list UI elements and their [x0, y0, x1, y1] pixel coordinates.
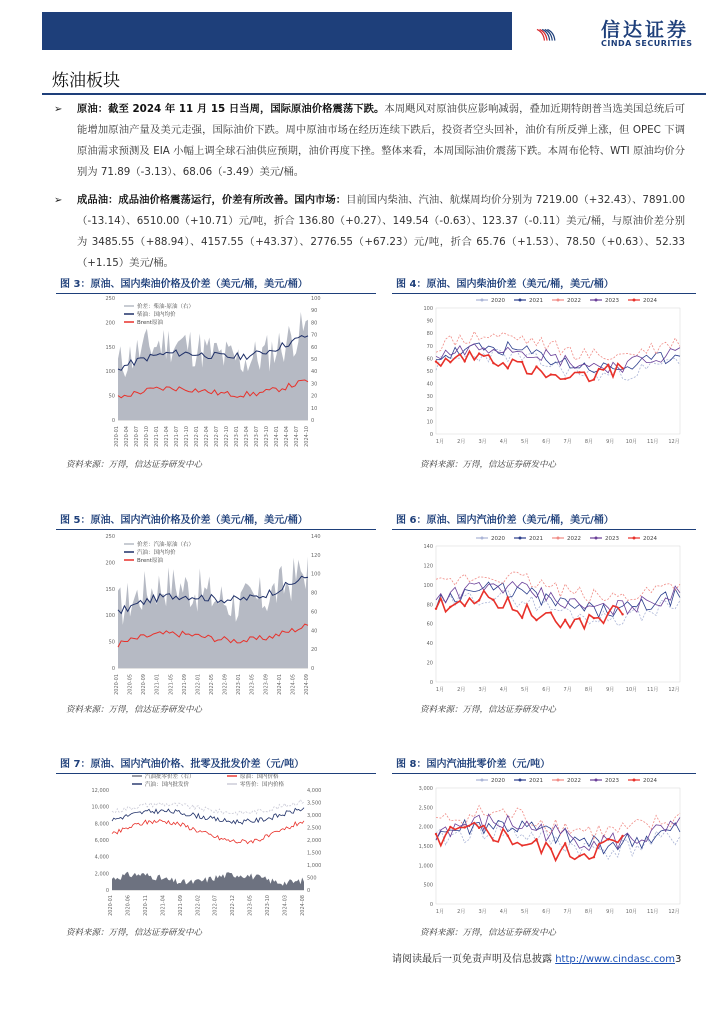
- y-left-tick: 6,000: [94, 838, 109, 844]
- fig7-header: [56, 755, 376, 771]
- season-marker: [607, 612, 609, 614]
- crude-line: [112, 820, 304, 844]
- x-tick: 2020-10: [144, 426, 150, 447]
- x-tick: 1月: [435, 687, 445, 693]
- season-marker: [607, 364, 609, 366]
- legend-marker: [633, 779, 636, 782]
- x-tick: 2020-01: [114, 426, 120, 447]
- fig4-source: 资料来源：万得，信达证券研发中心: [420, 460, 557, 470]
- legend-label: 2020: [491, 778, 505, 784]
- fig5-header: [56, 511, 376, 527]
- season-line-2020: [436, 350, 680, 381]
- y-right-tick: 10: [311, 405, 318, 412]
- x-tick: 2021-09: [181, 674, 188, 695]
- legend-marker: [633, 537, 636, 540]
- legend-marker: [519, 537, 522, 540]
- x-tick: 1月: [435, 909, 445, 915]
- x-tick: 2023-10: [265, 895, 272, 916]
- y-tick: 90: [426, 318, 433, 325]
- season-marker: [521, 844, 523, 846]
- y-tick: 60: [426, 621, 433, 628]
- season-marker: [564, 619, 566, 621]
- x-tick: 2024-03: [282, 895, 289, 916]
- legend-label: 汽油：国内均价: [137, 550, 176, 556]
- legend-label: 2021: [529, 536, 543, 542]
- footer: [392, 950, 681, 965]
- x-tick: 2022-04: [204, 426, 210, 447]
- x-tick: 2021-10: [184, 426, 190, 447]
- season-marker: [607, 838, 609, 840]
- x-tick: 2023-01: [234, 426, 240, 447]
- fig3-header: [56, 275, 376, 291]
- y-right-tick: 60: [311, 609, 318, 616]
- x-tick: 3月: [478, 439, 487, 445]
- y-tick: 2,000: [418, 824, 433, 831]
- legend-label: 2021: [529, 778, 543, 784]
- x-tick: 10月: [625, 909, 638, 915]
- y-right-tick: 20: [311, 647, 318, 654]
- fig4-title: 图 4：原油、国内柴油价差（美元/桶，美元/桶）: [396, 279, 614, 290]
- legend-label: 2023: [605, 778, 619, 784]
- season-marker: [593, 856, 595, 858]
- legend-label: 原油：国内价格: [240, 774, 279, 780]
- fig5-source: 资料来源：万得，信达证券研发中心: [66, 705, 203, 715]
- y-left-tick: 250: [105, 296, 115, 302]
- x-tick: 2024-04: [284, 426, 290, 447]
- legend-label: 2023: [605, 536, 619, 542]
- x-tick: 2020-04: [124, 426, 130, 447]
- cinda-logo-icon: [534, 14, 598, 56]
- y-right-tick: 3,500: [307, 800, 322, 807]
- x-tick: 2022-01: [194, 426, 200, 447]
- logo-cn: 信达证券: [601, 19, 690, 41]
- x-tick: 2022-05: [209, 674, 215, 695]
- legend-label: 柴油：国内均价: [137, 312, 176, 318]
- y-right-tick: 1,500: [307, 850, 322, 857]
- x-tick: 7月: [563, 909, 572, 915]
- logo-en: CINDA SECURITIES: [601, 39, 693, 48]
- y-tick: 20: [426, 406, 433, 413]
- x-tick: 5月: [520, 439, 530, 445]
- x-tick: 2021-01: [154, 674, 161, 695]
- x-tick: 12月: [668, 439, 680, 445]
- spread-area: [112, 872, 304, 890]
- legend-marker: [481, 779, 484, 782]
- y-tick: 80: [426, 602, 433, 609]
- fig4-chart: [418, 292, 688, 452]
- x-tick: 2024-05: [290, 674, 297, 695]
- legend-label: 2021: [529, 298, 543, 304]
- x-tick: 2024-10: [304, 426, 310, 447]
- x-tick: 2022-10: [224, 426, 230, 447]
- section-title: 炼油板块: [52, 71, 120, 91]
- y-right-tick: 50: [311, 357, 318, 363]
- y-left-tick: 150: [105, 344, 115, 351]
- x-tick: 6月: [542, 909, 551, 915]
- x-tick: 2022-09: [222, 674, 229, 695]
- crude-body: 本周飓风对原油供应影响减弱，叠加近期特朗普当选美国总统后可能增加原油产量及美元走强，国际油价下跌。周中原油市场在经历连续下跌后，投资者空头回补，油价有所反弹上涨，但 OPEC 下调原油需求预测及 EIA 小幅上调全球石油供应预期，油价再度下挫。整体来看，本周国际油价震荡下跌。本周布伦特、WTI 原油均价分别为 71.89（-3.13）、68.06（-3.49）美元/桶。: [77, 103, 685, 178]
- season-marker: [478, 352, 480, 354]
- x-tick: 7月: [563, 439, 572, 445]
- products-paragraph: [77, 190, 685, 274]
- x-tick: 9月: [606, 909, 615, 915]
- fig3-chart: [100, 292, 330, 452]
- season-line-2021: [436, 820, 680, 854]
- legend-marker: [557, 537, 560, 540]
- legend-marker: [519, 299, 522, 302]
- y-tick: 60: [426, 356, 433, 363]
- y-right-tick: 2,000: [307, 838, 322, 844]
- y-tick: 80: [426, 331, 433, 338]
- x-tick: 2020-07: [134, 426, 140, 447]
- fig7-chart: [90, 772, 330, 922]
- y-tick: 120: [423, 563, 433, 570]
- fig7-source: 资料来源：万得，信达证券研发中心: [66, 928, 203, 938]
- x-tick: 3月: [478, 909, 487, 915]
- season-marker: [478, 599, 480, 601]
- season-marker: [492, 362, 494, 364]
- y-left-tick: 2,000: [94, 871, 109, 878]
- season-marker: [449, 606, 451, 608]
- x-tick: 2024-01: [276, 674, 283, 695]
- season-marker: [535, 838, 537, 840]
- season-marker: [550, 611, 552, 613]
- legend-label: 2022: [567, 536, 581, 542]
- y-left-tick: 150: [105, 586, 115, 593]
- fig6-title: 图 6：原油、国内汽油价差（美元/桶，美元/桶）: [396, 515, 614, 526]
- fig8-title: 图 8：国内汽油批零价差（元/吨）: [396, 759, 551, 770]
- season-marker: [464, 605, 466, 607]
- crude-lead: 原油：截至 2024 年 11 月 15 日当周，国际原油价格震荡下跌。: [77, 103, 385, 115]
- footer-disclaimer: 请阅读最后一页免责声明及信息披露: [392, 954, 552, 965]
- season-marker: [449, 826, 451, 828]
- season-marker: [564, 378, 566, 380]
- y-left-tick: 50: [108, 393, 115, 400]
- legend-label: 汽油批零价差（右）: [145, 774, 195, 780]
- season-marker: [435, 608, 437, 610]
- y-right-tick: 140: [311, 534, 321, 540]
- spread-area: [118, 312, 308, 420]
- header-banner: [42, 12, 512, 50]
- y-tick: 140: [423, 544, 433, 550]
- season-marker: [621, 367, 623, 369]
- season-marker: [550, 373, 552, 375]
- x-tick: 2020-05: [127, 674, 134, 695]
- y-tick: 30: [426, 394, 433, 401]
- x-tick: 11月: [647, 439, 659, 445]
- x-tick: 2022-07: [214, 426, 220, 447]
- legend-label: 价差：柴油-原油（右）: [137, 304, 194, 310]
- season-line-2020: [436, 590, 680, 625]
- season-marker: [521, 361, 523, 363]
- season-marker: [578, 855, 580, 857]
- y-right-tick: 80: [311, 590, 318, 597]
- y-right-tick: 0: [307, 888, 311, 894]
- y-tick: 1,000: [418, 863, 433, 870]
- crude-paragraph: [77, 99, 685, 183]
- season-marker: [621, 835, 623, 837]
- legend-marker: [519, 779, 522, 782]
- x-tick: 1月: [435, 439, 445, 445]
- legend-label: Brent原油: [137, 320, 163, 326]
- wholesale-line: [112, 808, 304, 824]
- x-tick: 2023-05: [247, 895, 254, 916]
- y-right-tick: 30: [311, 381, 318, 388]
- spread-area: [118, 557, 308, 668]
- legend-label: Brent原油: [137, 558, 163, 564]
- y-tick: 3,000: [418, 786, 433, 792]
- x-tick: 11月: [647, 909, 659, 915]
- season-marker: [464, 826, 466, 828]
- x-tick: 4月: [499, 439, 508, 445]
- x-tick: 2023-09: [263, 674, 270, 695]
- season-marker: [550, 847, 552, 849]
- x-tick: 4月: [499, 687, 508, 693]
- y-left-tick: 50: [108, 639, 115, 646]
- y-right-tick: 1,000: [307, 863, 322, 869]
- plot-frame: [436, 788, 680, 904]
- y-right-tick: 2,500: [307, 825, 322, 832]
- fig4-header: [392, 275, 696, 291]
- x-tick: 2022-02: [195, 895, 202, 916]
- y-right-tick: 20: [311, 393, 318, 400]
- footer-link[interactable]: http://www.cindasc.com: [555, 954, 675, 965]
- fig3-title: 图 3：原油、国内柴油价格及价差（美元/桶，美元/桶）: [60, 279, 308, 290]
- y-right-tick: 500: [307, 875, 317, 882]
- y-tick: 70: [426, 343, 433, 350]
- y-right-tick: 120: [311, 552, 321, 559]
- y-right-tick: 100: [311, 571, 321, 578]
- y-tick: 0: [429, 432, 433, 438]
- x-tick: 4月: [499, 909, 508, 915]
- page-number: 3: [674, 954, 682, 965]
- y-tick: 40: [426, 381, 433, 388]
- legend-marker: [481, 299, 484, 302]
- y-left-tick: 12,000: [91, 788, 109, 794]
- fig8-header: [392, 755, 696, 771]
- legend-label: 零售价：国内价格: [240, 782, 285, 788]
- fig7-title: 图 7：原油、国内汽油价格、批零及批发价差（元/吨）: [60, 759, 305, 770]
- y-tick: 40: [426, 641, 433, 648]
- x-tick: 2024-07: [294, 426, 300, 447]
- season-marker: [435, 833, 437, 835]
- season-line-2024: [436, 351, 623, 381]
- x-tick: 2月: [457, 439, 466, 445]
- fig3-source: 资料来源：万得，信达证券研发中心: [66, 460, 203, 470]
- legend-label: 汽油：国内批发价: [145, 782, 190, 788]
- plot-frame: [436, 546, 680, 682]
- x-tick: 2020-06: [125, 895, 132, 916]
- x-tick: 2022-12: [230, 895, 237, 916]
- fig5-chart: [100, 530, 330, 700]
- season-line-2022: [436, 806, 680, 840]
- legend-label: 2024: [643, 778, 657, 784]
- season-marker: [593, 617, 595, 619]
- legend-label: 2022: [567, 778, 581, 784]
- y-tick: 50: [426, 369, 433, 375]
- y-right-tick: 0: [311, 666, 315, 672]
- y-right-tick: 4,000: [307, 788, 322, 794]
- season-marker: [478, 827, 480, 829]
- x-tick: 2021-04: [164, 426, 170, 447]
- season-marker: [449, 361, 451, 363]
- y-right-tick: 100: [311, 296, 321, 302]
- x-tick: 2024-08: [300, 895, 306, 916]
- x-tick: 2023-07: [254, 426, 260, 447]
- legend-marker: [481, 537, 484, 540]
- y-tick: 2,500: [418, 805, 433, 812]
- season-marker: [435, 360, 437, 362]
- x-tick: 6月: [542, 687, 551, 693]
- x-tick: 12月: [668, 909, 680, 915]
- y-left-tick: 200: [105, 560, 115, 567]
- season-marker: [492, 839, 494, 841]
- x-tick: 2021-09: [177, 895, 184, 916]
- y-right-tick: 40: [311, 628, 318, 635]
- season-marker: [507, 835, 509, 837]
- y-right-tick: 90: [311, 308, 318, 315]
- y-tick: 0: [429, 680, 433, 686]
- x-tick: 7月: [563, 687, 572, 693]
- season-marker: [507, 367, 509, 369]
- y-right-tick: 40: [311, 369, 318, 376]
- x-tick: 2023-01: [236, 674, 243, 695]
- x-tick: 5月: [520, 687, 530, 693]
- season-marker: [492, 599, 494, 601]
- y-left-tick: 100: [105, 613, 115, 620]
- x-tick: 6月: [542, 439, 551, 445]
- x-tick: 2022-07: [212, 895, 219, 916]
- season-marker: [535, 619, 537, 621]
- y-left-tick: 8,000: [94, 821, 109, 828]
- fig5-title: 图 5：原油、国内汽油价格及价差（美元/桶，美元/桶）: [60, 515, 308, 526]
- legend-label: 2024: [643, 298, 657, 304]
- legend-marker: [595, 537, 598, 540]
- legend-label: 2022: [567, 298, 581, 304]
- y-right-tick: 80: [311, 320, 318, 327]
- x-tick: 2月: [457, 687, 466, 693]
- legend-marker: [595, 299, 598, 302]
- products-body: 目前国内柴油、汽油、航煤周均价分别为 7219.00（+32.43）、7891.00（-13.14）、6510.00（+10.71）元/吨，折合 136.80（+0.27）、149.54（-0.63）、123.37（-0.11）美元/桶，与原油价差分别为 3485.55（+88.94）、4157.55（+43.37）、2776.55（+67.23）元/吨，折合 65.76（+1.53）、78.50（+0.63）、52.33（+1.15）美元/桶。: [77, 194, 686, 269]
- x-tick: 2021-01: [154, 426, 160, 447]
- bullet-arrow-icon: ➢: [54, 104, 63, 115]
- x-tick: 2021-07: [174, 426, 180, 447]
- fig8-source: 资料来源：万得，信达证券研发中心: [420, 928, 557, 938]
- x-tick: 2022-01: [195, 674, 202, 695]
- y-tick: 500: [423, 882, 433, 889]
- y-right-tick: 3,000: [307, 813, 322, 819]
- legend-label: 2023: [605, 298, 619, 304]
- fig6-source: 资料来源：万得，信达证券研发中心: [420, 705, 557, 715]
- fig6-header: [392, 511, 696, 527]
- x-tick: 2020-11: [142, 895, 149, 916]
- legend-marker: [557, 299, 560, 302]
- x-tick: 12月: [668, 687, 680, 693]
- x-tick: 11月: [647, 687, 659, 693]
- y-tick: 0: [429, 902, 433, 908]
- season-marker: [564, 842, 566, 844]
- y-right-tick: 0: [311, 418, 315, 424]
- x-tick: 5月: [520, 909, 530, 915]
- x-tick: 9月: [606, 439, 615, 445]
- y-tick: 20: [426, 660, 433, 667]
- season-marker: [507, 596, 509, 598]
- x-tick: 2月: [457, 909, 466, 915]
- plot-frame: [436, 308, 680, 434]
- y-left-tick: 4,000: [94, 854, 109, 861]
- x-tick: 2024-01: [274, 426, 280, 447]
- legend-marker: [557, 779, 560, 782]
- x-tick: 2021-04: [160, 895, 167, 916]
- legend-label: 价差：汽油-原油（右）: [137, 542, 194, 548]
- x-tick: 2020-09: [141, 674, 148, 695]
- season-marker: [578, 617, 580, 619]
- x-tick: 2020-01: [114, 674, 120, 695]
- x-tick: 3月: [478, 687, 487, 693]
- y-left-tick: 0: [105, 888, 109, 894]
- y-left-tick: 0: [111, 418, 115, 424]
- season-marker: [593, 378, 595, 380]
- season-marker: [521, 617, 523, 619]
- y-right-tick: 60: [311, 344, 318, 351]
- season-marker: [578, 371, 580, 373]
- x-tick: 8月: [584, 909, 594, 915]
- season-line-2024: [436, 591, 623, 629]
- legend-label: 2020: [491, 536, 505, 542]
- x-tick: 2023-05: [249, 674, 256, 695]
- y-tick: 10: [426, 419, 433, 426]
- x-tick: 8月: [584, 439, 594, 445]
- y-tick: 100: [423, 306, 433, 312]
- y-left-tick: 200: [105, 320, 115, 327]
- x-tick: 2023-04: [244, 426, 250, 447]
- season-marker: [535, 365, 537, 367]
- y-left-tick: 10,000: [91, 804, 109, 811]
- y-tick: 100: [423, 582, 433, 589]
- products-lead: 成品油：成品油价格震荡运行，价差有所改善。国内市场：: [77, 194, 347, 206]
- x-tick: 2023-10: [264, 426, 270, 447]
- season-line-2021: [436, 582, 680, 617]
- legend-label: 2024: [643, 536, 657, 542]
- x-tick: 2021-05: [168, 674, 175, 695]
- x-tick: 2020-01: [108, 895, 114, 916]
- legend-label: 2020: [491, 298, 505, 304]
- x-tick: 10月: [625, 439, 638, 445]
- legend-marker: [595, 779, 598, 782]
- y-right-tick: 70: [311, 332, 318, 339]
- fig6-chart: [418, 530, 688, 700]
- legend-marker: [633, 299, 636, 302]
- fig8-chart: [418, 772, 688, 922]
- y-left-tick: 100: [105, 369, 115, 376]
- y-tick: 1,500: [418, 844, 433, 850]
- y-left-tick: 0: [111, 666, 115, 672]
- season-marker: [621, 613, 623, 615]
- season-marker: [464, 360, 466, 362]
- bullet-arrow-icon: ➢: [54, 195, 63, 206]
- x-tick: 8月: [584, 687, 594, 693]
- x-tick: 2024-09: [304, 674, 310, 695]
- x-tick: 9月: [606, 687, 615, 693]
- x-tick: 10月: [625, 687, 638, 693]
- y-left-tick: 250: [105, 534, 115, 540]
- section-divider: [42, 93, 706, 95]
